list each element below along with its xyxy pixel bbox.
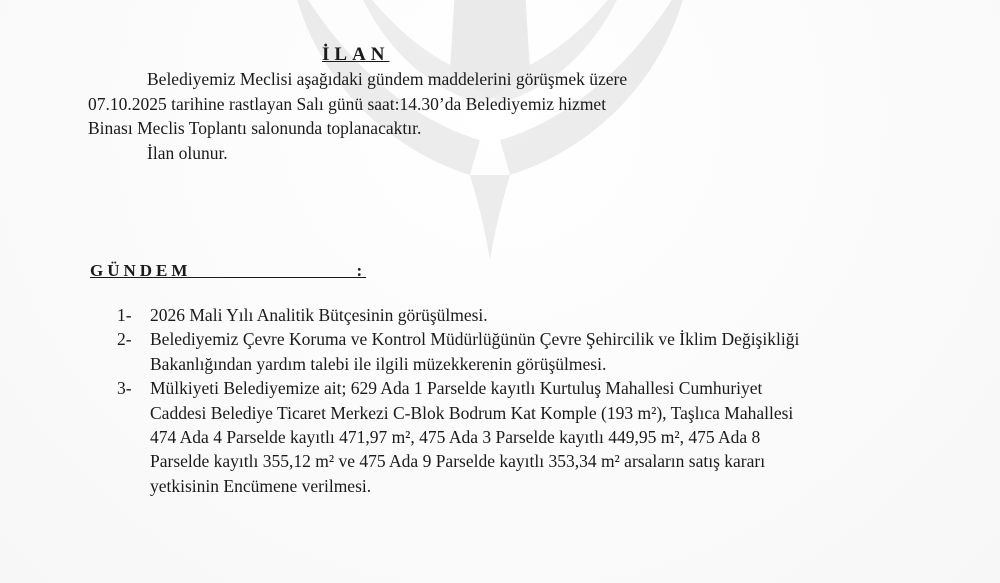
- announcement-body: [88, 67, 688, 165]
- agenda-item-line: Belediyemiz Çevre Koruma ve Kontrol Müdürlüğünün Çevre Şehircilik ve İklim Değişikliği: [150, 329, 800, 350]
- agenda-item-line: Parselde kayıtlı 355,12 m² ve 475 Ada 9 Parselde kayıtlı 353,34 m² arsaların satış kararı: [150, 451, 766, 472]
- announcement-line: Binası Meclis Toplantı salonunda toplanacaktır.: [88, 118, 422, 138]
- agenda-item: [117, 327, 977, 376]
- agenda-item-line: Caddesi Belediye Ticaret Merkezi C-Blok Bodrum Kat Komple (193 m²), Taşlıca Mahallesi: [150, 402, 794, 423]
- agenda-heading: [90, 261, 366, 281]
- agenda-item-line: 2026 Mali Yılı Analitik Bütçesinin görüşülmesi.: [150, 305, 488, 325]
- agenda-item-number: 2-: [117, 329, 132, 350]
- agenda-item-number: 1-: [117, 305, 132, 325]
- agenda-item-line: Bakanlığından yardım talebi ile ilgili müzekkerenin görüşülmesi.: [150, 353, 607, 374]
- announcement-title: İLAN: [322, 44, 390, 65]
- closing-line: İlan olunur.: [147, 142, 228, 163]
- agenda-item: [117, 376, 977, 498]
- agenda-item-line: yetkisinin Encümene verilmesi.: [150, 475, 372, 496]
- agenda-item-line: 474 Ada 4 Parselde kayıtlı 471,97 m², 475 Ada 3 Parselde kayıtlı 449,95 m², 475 Ada 8: [150, 427, 761, 448]
- announcement-line: Belediyemiz Meclisi aşağıdaki gündem maddelerini görüşmek üzere: [147, 69, 628, 89]
- agenda-heading-colon: :: [356, 261, 367, 280]
- agenda-heading-label: GÜNDEM: [90, 261, 192, 280]
- agenda-item-number: 3-: [117, 378, 132, 399]
- announcement-line: 07.10.2025 tarihine rastlayan Salı günü saat:14.30’da Belediyemiz hizmet: [88, 93, 607, 114]
- agenda-item-line: Mülkiyeti Belediyemize ait; 629 Ada 1 Parselde kayıtlı Kurtuluş Mahallesi Cumhuriyet: [150, 378, 763, 399]
- agenda-item: [117, 303, 977, 327]
- agenda-list: [117, 303, 977, 498]
